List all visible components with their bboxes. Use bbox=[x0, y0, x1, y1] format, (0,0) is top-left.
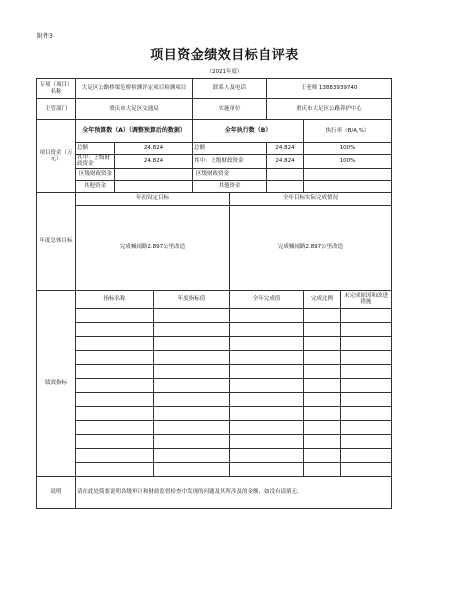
funds-row-exec: 24.824 bbox=[267, 155, 304, 169]
funds-section-label: 项目资金（万元） bbox=[37, 120, 76, 193]
goals-col-actual: 全年目标实际完成情况 bbox=[230, 192, 392, 205]
indicator-cell bbox=[76, 406, 154, 420]
indicator-cell bbox=[230, 406, 304, 420]
funds-row-label: 区级财政资金 bbox=[76, 168, 115, 180]
indicator-cell bbox=[76, 434, 154, 448]
dept-value: 重庆市大足区交通局 bbox=[76, 99, 193, 120]
indicator-cell bbox=[304, 378, 341, 392]
indicator-col-reason: 未完成原因和改进措施 bbox=[341, 290, 392, 308]
indicator-cell bbox=[230, 308, 304, 322]
funds-row-exec-label: 其中：上级财政资金 bbox=[193, 155, 267, 169]
indicator-cell bbox=[304, 434, 341, 448]
indicator-cell bbox=[341, 378, 392, 392]
indicator-cell bbox=[154, 462, 230, 476]
indicator-cell bbox=[341, 350, 392, 364]
indicator-col-actual: 全年完成值 bbox=[230, 290, 304, 308]
indicator-cell bbox=[154, 336, 230, 350]
indicator-cell bbox=[341, 308, 392, 322]
indicator-cell bbox=[154, 448, 230, 462]
indicator-cell bbox=[76, 336, 154, 350]
indicator-cell bbox=[154, 364, 230, 378]
funds-col-rate: 执行率（B/A,%） bbox=[304, 120, 392, 143]
funds-row-budget: 24.824 bbox=[115, 155, 193, 169]
contact-label: 联系人及电话 bbox=[193, 79, 267, 99]
notes-label: 说明 bbox=[37, 476, 76, 508]
indicator-cell bbox=[304, 462, 341, 476]
indicator-cell bbox=[341, 322, 392, 336]
indicator-cell bbox=[76, 420, 154, 434]
indicator-cell bbox=[230, 434, 304, 448]
indicator-cell bbox=[341, 420, 392, 434]
evaluation-table bbox=[36, 78, 392, 509]
goals-planned-text: 完成喊闹路2.897公里改造 bbox=[76, 205, 230, 290]
funds-row-label: 总额 bbox=[76, 143, 115, 155]
indicator-cell bbox=[154, 434, 230, 448]
funds-row-exec-label: 其他资金 bbox=[193, 180, 267, 192]
contact-value: 王老师 13883939740 bbox=[267, 79, 392, 99]
indicators-section-label: 绩效指标 bbox=[37, 290, 76, 476]
indicator-cell bbox=[230, 336, 304, 350]
year-label: （2021年度） bbox=[206, 69, 243, 75]
notes-text: 请在此处简要说明各级审计和财政监督检查中发现的问题及其所涉及的金额，如没有请填无。 bbox=[76, 476, 392, 508]
funds-row-exec bbox=[267, 180, 304, 192]
indicator-cell bbox=[76, 364, 154, 378]
funds-row-rate: 100% bbox=[304, 143, 392, 155]
indicator-cell bbox=[341, 448, 392, 462]
indicator-cell bbox=[304, 406, 341, 420]
indicator-cell bbox=[341, 364, 392, 378]
indicator-cell bbox=[154, 392, 230, 406]
indicator-cell bbox=[76, 308, 154, 322]
indicator-col-ratio: 完成比例 bbox=[304, 290, 341, 308]
indicator-cell bbox=[341, 336, 392, 350]
indicator-cell bbox=[76, 462, 154, 476]
funds-row-exec bbox=[267, 168, 304, 180]
funds-row-exec-label: 区级财政资金 bbox=[193, 168, 267, 180]
indicator-cell bbox=[304, 392, 341, 406]
indicator-cell bbox=[230, 448, 304, 462]
funds-col-budget: 全年预算数（A）（调整预算后的数据） bbox=[76, 120, 193, 143]
indicator-cell bbox=[154, 308, 230, 322]
indicator-cell bbox=[230, 392, 304, 406]
project-name-value: 大足区公路桥梁危桥检测评定项目检测项目 bbox=[76, 79, 193, 99]
indicator-cell bbox=[154, 420, 230, 434]
indicator-col-name: 指标名称 bbox=[76, 290, 154, 308]
project-name-label: 专项（项目）名称 bbox=[37, 79, 76, 99]
goals-actual-text: 完成喊闹路2.897公里改造 bbox=[230, 205, 392, 290]
goals-col-planned: 年初设定目标 bbox=[76, 192, 230, 205]
indicator-cell bbox=[341, 392, 392, 406]
indicator-col-target: 年度指标值 bbox=[154, 290, 230, 308]
indicator-cell bbox=[304, 364, 341, 378]
indicator-cell bbox=[341, 462, 392, 476]
funds-row-budget bbox=[115, 180, 193, 192]
indicator-cell bbox=[304, 448, 341, 462]
page-title: 项目资金绩效目标自评表 bbox=[150, 48, 299, 63]
indicator-cell bbox=[154, 406, 230, 420]
indicator-cell bbox=[154, 378, 230, 392]
indicator-cell bbox=[304, 420, 341, 434]
indicator-cell bbox=[154, 350, 230, 364]
funds-row-rate bbox=[304, 168, 392, 180]
indicator-cell bbox=[230, 350, 304, 364]
funds-col-exec: 全年执行数（B） bbox=[193, 120, 304, 143]
indicator-cell bbox=[230, 420, 304, 434]
funds-row-exec: 24.824 bbox=[267, 143, 304, 155]
indicator-cell bbox=[341, 434, 392, 448]
dept-label: 主管部门 bbox=[37, 99, 76, 120]
funds-row-label: 其中：上级财政资金 bbox=[76, 155, 115, 169]
impl-value: 重庆市大足区公路养护中心 bbox=[267, 99, 392, 120]
indicator-cell bbox=[304, 350, 341, 364]
funds-row-exec-label: 总额 bbox=[193, 143, 267, 155]
funds-row-rate bbox=[304, 180, 392, 192]
impl-label: 实施单位 bbox=[193, 99, 267, 120]
indicator-cell bbox=[230, 322, 304, 336]
attachment-label: 附件3 bbox=[37, 33, 53, 40]
indicator-cell bbox=[304, 322, 341, 336]
funds-row-budget: 24.824 bbox=[115, 143, 193, 155]
indicator-cell bbox=[230, 364, 304, 378]
funds-row-label: 其他资金 bbox=[76, 180, 115, 192]
indicator-cell bbox=[76, 378, 154, 392]
goals-section-label: 年度总体目标 bbox=[37, 192, 76, 290]
indicator-cell bbox=[76, 322, 154, 336]
funds-row-budget bbox=[115, 168, 193, 180]
indicator-cell bbox=[230, 378, 304, 392]
indicator-cell bbox=[304, 308, 341, 322]
indicator-cell bbox=[154, 322, 230, 336]
indicator-cell bbox=[341, 406, 392, 420]
indicator-cell bbox=[76, 350, 154, 364]
indicator-cell bbox=[76, 448, 154, 462]
indicator-cell bbox=[76, 392, 154, 406]
indicator-cell bbox=[304, 336, 341, 350]
indicator-cell bbox=[230, 462, 304, 476]
funds-row-rate: 100% bbox=[304, 155, 392, 169]
